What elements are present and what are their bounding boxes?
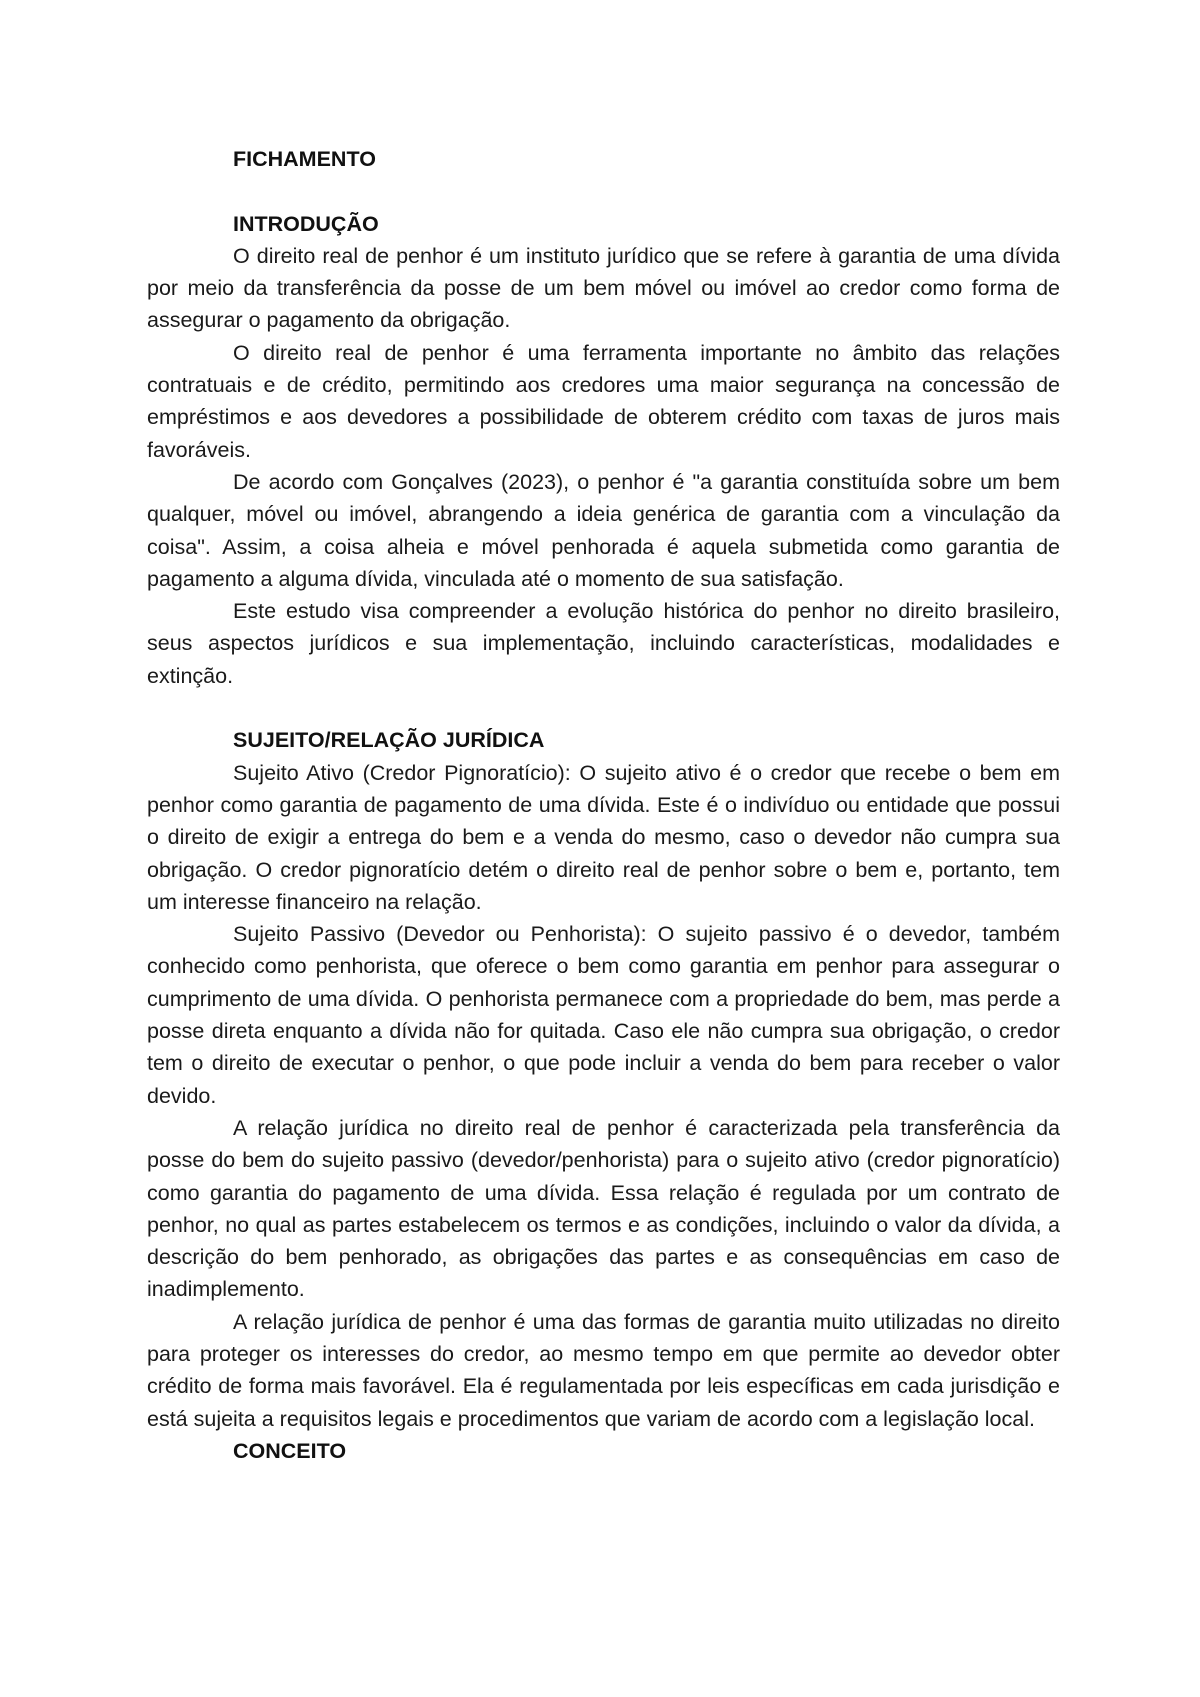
spacer <box>147 175 1060 207</box>
spacer <box>147 692 1060 724</box>
document-body <box>147 143 1060 1467</box>
paragraph: De acordo com Gonçalves (2023), o penhor é "a garantia constituída sobre um bem qualquer, móvel ou imóvel, abrangendo a ideia genérica de garantia com a vinculação da coisa". Assim, a coisa alheia e móvel penhorada é aquela submetida como garantia de pagamento a alguma dívida, vinculada até o momento de sua satisfação. <box>147 469 1060 591</box>
paragraph: Sujeito Passivo (Devedor ou Penhorista): O sujeito passivo é o devedor, também conhecido como penhorista, que oferece o bem como garantia em penhor para assegurar o cumprimento de uma dívida. O penhorista permanece com a propriedade do bem, mas perde a posse direta enquanto a dívida não for quitada. Caso ele não cumpra sua obrigação, o credor tem o direito de executar o penhor, o que pode incluir a venda do bem para receber o valor devido. <box>147 922 1060 1108</box>
paragraph: A relação jurídica de penhor é uma das formas de garantia muito utilizadas no direito para proteger os interesses do credor, ao mesmo tempo em que permite ao devedor obter crédito de forma mais favorável. Ela é regulamentada por leis específicas em cada jurisdição e está sujeita a requisitos legais e procedimentos que variam de acordo com a legislação local. <box>147 1309 1060 1431</box>
paragraph: O direito real de penhor é um instituto jurídico que se refere à garantia de uma dívida por meio da transferência da posse de um bem móvel ou imóvel ao credor como forma de assegurar o pagamento da obrigação. <box>147 243 1060 333</box>
paragraph: A relação jurídica no direito real de penhor é caracterizada pela transferência da posse do bem do sujeito passivo (devedor/penhorista) para o sujeito ativo (credor pignoratício) como garantia do pagamento de uma dívida. Essa relação é regulada por um contrato de penhor, no qual as partes estabelecem os termos e as condições, incluindo o valor da dívida, a descrição do bem penhorado, as obrigações das partes e as consequências em caso de inadimplemento. <box>147 1115 1060 1302</box>
paragraph: Sujeito Ativo (Credor Pignoratício): O sujeito ativo é o credor que recebe o bem em penhor como garantia de pagamento de uma dívida. Este é o indivíduo ou entidade que possui o direito de exigir a entrega do bem e a venda do mesmo, caso o devedor não cumpra sua obrigação. O credor pignoratício detém o direito real de penhor sobre o bem e, portanto, tem um interesse financeiro na relação. <box>147 760 1060 914</box>
section-heading-introducao: INTRODUÇÃO <box>233 211 379 236</box>
paragraph: O direito real de penhor é uma ferramenta importante no âmbito das relações contratuais e de crédito, permitindo aos credores uma maior segurança na concessão de empréstimos e aos devedores a possibilidade de obterem crédito com taxas de juros mais favoráveis. <box>147 340 1060 462</box>
document-title: FICHAMENTO <box>233 147 376 171</box>
paragraph: Este estudo visa compreender a evolução histórica do penhor no direito brasileiro, seus aspectos jurídicos e sua implementação, incluindo características, modalidades e extinção. <box>147 599 1060 688</box>
section-heading-sujeito-relacao: SUJEITO/RELAÇÃO JURÍDICA <box>233 728 545 753</box>
section-heading-conceito: CONCEITO <box>233 1438 347 1463</box>
